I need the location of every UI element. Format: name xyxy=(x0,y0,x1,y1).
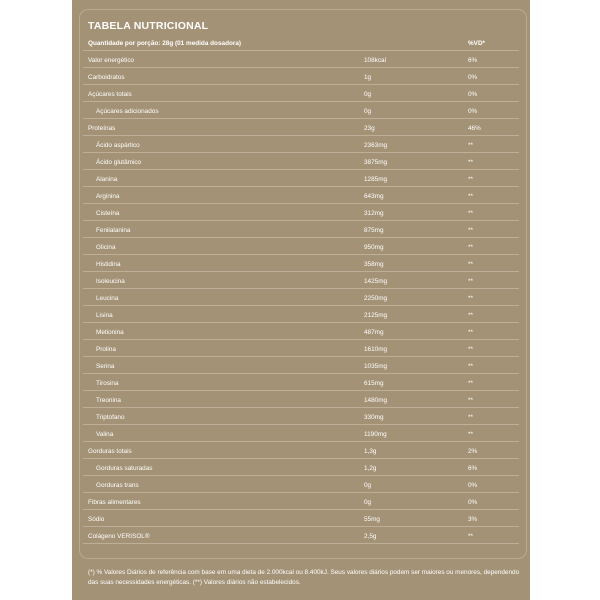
nutrient-name: Sódio xyxy=(88,516,105,523)
nutrient-name: Proteínas xyxy=(88,125,116,132)
table-row xyxy=(83,170,519,187)
nutrient-vd: 0% xyxy=(468,91,478,98)
nutrient-qty: 312mg xyxy=(364,210,384,217)
table-row xyxy=(83,357,519,374)
nutrient-qty: 55mg xyxy=(364,516,380,523)
nutrient-name: Gorduras totais xyxy=(88,448,132,455)
nutrient-qty: 3875mg xyxy=(364,159,388,166)
nutrient-qty: 487mg xyxy=(364,329,384,336)
nutrient-name: Gorduras trans xyxy=(96,482,139,489)
nutrient-qty: 108kcal xyxy=(364,57,387,64)
table-row xyxy=(83,238,519,255)
table-body xyxy=(83,51,519,544)
nutrient-qty: 0g xyxy=(364,108,372,115)
nutrient-vd: ** xyxy=(468,380,473,387)
nutrient-name: Leucina xyxy=(96,295,119,302)
nutrient-qty: 643mg xyxy=(364,193,384,200)
nutrient-qty: 1480mg xyxy=(364,397,388,404)
nutrient-qty: 1035mg xyxy=(364,363,388,370)
nutrient-name: Ácido aspártico xyxy=(96,142,140,149)
nutrient-vd: ** xyxy=(468,278,473,285)
nutrient-vd: ** xyxy=(468,244,473,251)
table-row xyxy=(83,68,519,85)
table-row xyxy=(83,374,519,391)
nutrient-name: Fibras alimentares xyxy=(88,499,141,506)
table-row xyxy=(83,136,519,153)
nutrient-qty: 1g xyxy=(364,74,372,81)
nutrient-name: Arginina xyxy=(96,193,120,200)
nutrient-name: Fenilalanina xyxy=(96,227,131,234)
table-row xyxy=(83,272,519,289)
nutrient-vd: 6% xyxy=(468,465,478,472)
nutrient-name: Tirosina xyxy=(96,380,119,387)
nutrient-name: Lisina xyxy=(96,312,113,319)
nutrient-qty: 1,3g xyxy=(364,448,377,455)
table-row xyxy=(83,153,519,170)
nutrient-qty: 358mg xyxy=(364,261,384,268)
table-row xyxy=(83,425,519,442)
nutrient-name: Gorduras saturadas xyxy=(96,465,153,472)
table-row xyxy=(83,459,519,476)
nutrient-vd: ** xyxy=(468,363,473,370)
nutrient-vd: ** xyxy=(468,312,473,319)
nutrient-qty: 2,5g xyxy=(364,533,377,540)
nutrient-vd: ** xyxy=(468,295,473,302)
table-row xyxy=(83,187,519,204)
nutrient-vd: ** xyxy=(468,193,473,200)
nutrient-qty: 0g xyxy=(364,482,372,489)
nutrient-qty: 1425mg xyxy=(364,278,388,285)
table-row xyxy=(83,221,519,238)
nutrient-qty: 0g xyxy=(364,91,372,98)
vd-header: %VD* xyxy=(468,40,486,47)
table-row xyxy=(83,493,519,510)
table-row xyxy=(83,323,519,340)
nutrient-name: Valor energético xyxy=(88,57,135,64)
nutrient-vd: 2% xyxy=(468,448,478,455)
nutrient-qty: 2363mg xyxy=(364,142,388,149)
nutrient-name: Valina xyxy=(96,431,114,438)
nutrient-name: Glicina xyxy=(96,244,116,251)
table-row xyxy=(83,204,519,221)
nutrient-name: Carboidratos xyxy=(88,74,125,81)
nutrient-name: Cisteína xyxy=(96,210,120,217)
table-row xyxy=(83,102,519,119)
nutrient-qty: 1285mg xyxy=(364,176,388,183)
nutrient-name: Treonina xyxy=(96,397,121,404)
nutrient-vd: ** xyxy=(468,142,473,149)
nutrient-name: Triptofano xyxy=(96,414,125,421)
nutrient-vd: 0% xyxy=(468,108,478,115)
nutrient-vd: ** xyxy=(468,414,473,421)
nutrient-name: Açúcares adicionados xyxy=(96,108,159,115)
nutrient-qty: 330mg xyxy=(364,414,384,421)
nutrient-vd: ** xyxy=(468,329,473,336)
portion-label: Quantidade por porção: 28g (01 medida dosadora) xyxy=(88,40,242,47)
table-row xyxy=(83,51,519,68)
nutrient-vd: ** xyxy=(468,431,473,438)
footnote: (*) % Valores Diários de referência com base em uma dieta de 2.000kcal ou 8.400kJ. Seus valores diários podem ser maiores ou menores, dependendo das suas necessidades energéticas. (**) Valores diários não estabelecidos. xyxy=(88,569,520,586)
table-title: TABELA NUTRICIONAL xyxy=(88,20,209,32)
nutrient-qty: 2125mg xyxy=(364,312,388,319)
table-row xyxy=(83,289,519,306)
nutrient-vd: 0% xyxy=(468,482,478,489)
nutrient-qty: 1610mg xyxy=(364,346,388,353)
table-header-row xyxy=(83,36,519,51)
nutrient-qty: 23g xyxy=(364,125,375,132)
table-row xyxy=(83,340,519,357)
nutrient-name: Ácido glutâmico xyxy=(96,159,142,166)
nutrient-name: Açúcares totais xyxy=(88,91,132,98)
nutrient-qty: 875mg xyxy=(364,227,384,234)
nutrient-vd: 6% xyxy=(468,57,478,64)
nutrition-table xyxy=(83,36,519,544)
nutrient-vd: ** xyxy=(468,176,473,183)
nutrient-name: Serina xyxy=(96,363,115,370)
nutrient-name: Alanina xyxy=(96,176,118,183)
nutrient-vd: ** xyxy=(468,210,473,217)
nutrient-name: Prolina xyxy=(96,346,116,353)
nutrient-qty: 0g xyxy=(364,499,372,506)
nutrient-vd: 3% xyxy=(468,516,478,523)
table-row xyxy=(83,442,519,459)
nutrient-name: Histidina xyxy=(96,261,121,268)
nutrient-name: Metionina xyxy=(96,329,124,336)
nutrient-vd: ** xyxy=(468,397,473,404)
table-row xyxy=(83,510,519,527)
nutrient-name: Colágeno VERISOL® xyxy=(88,533,150,540)
table-row xyxy=(83,408,519,425)
table-row xyxy=(83,85,519,102)
nutrient-vd: ** xyxy=(468,346,473,353)
table-row xyxy=(83,119,519,136)
nutrient-vd: 0% xyxy=(468,74,478,81)
nutrient-vd: ** xyxy=(468,533,473,540)
table-row xyxy=(83,476,519,493)
nutrient-vd: 0% xyxy=(468,499,478,506)
nutrient-vd: ** xyxy=(468,227,473,234)
nutrient-qty: 950mg xyxy=(364,244,384,251)
nutrient-qty: 1,2g xyxy=(364,465,377,472)
table-row xyxy=(83,391,519,408)
nutrient-qty: 615mg xyxy=(364,380,384,387)
nutrient-name: Isoleucina xyxy=(96,278,125,285)
table-row xyxy=(83,527,519,544)
nutrient-qty: 1190mg xyxy=(364,431,387,438)
table-row xyxy=(83,255,519,272)
nutrient-qty: 2250mg xyxy=(364,295,388,302)
nutrient-vd: ** xyxy=(468,159,473,166)
nutrient-vd: ** xyxy=(468,261,473,268)
table-row xyxy=(83,306,519,323)
nutrient-vd: 46% xyxy=(468,125,481,132)
